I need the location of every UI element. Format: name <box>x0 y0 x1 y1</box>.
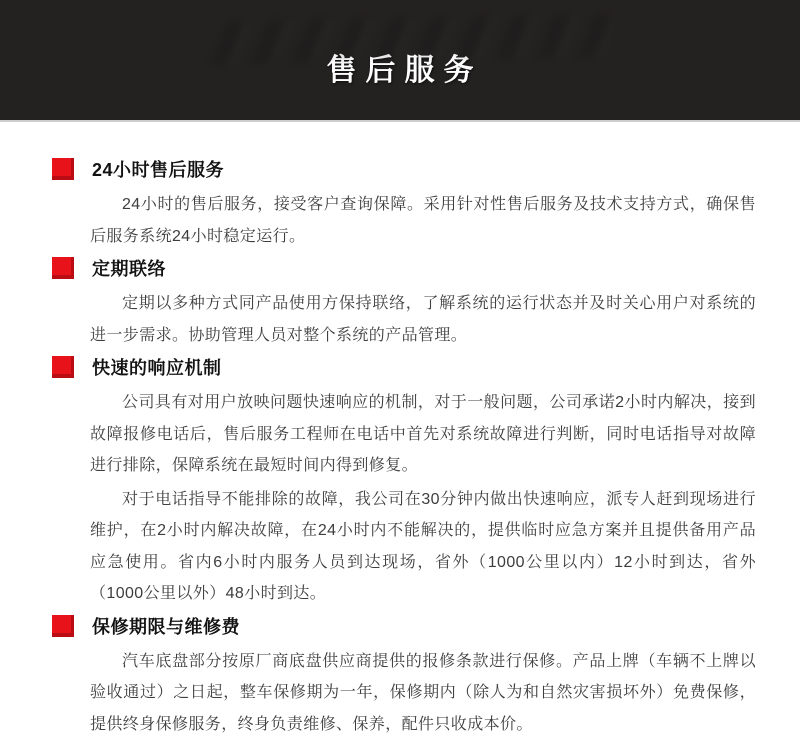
section-title: 保修期限与维修费 <box>92 616 240 637</box>
red-square-bullet-icon <box>52 356 74 378</box>
section-title: 定期联络 <box>92 259 166 279</box>
red-square-bullet-icon <box>52 158 74 180</box>
page-title: 售后服务 <box>326 54 483 87</box>
red-square-bullet-icon <box>52 615 74 637</box>
section-title: 快速的响应机制 <box>92 358 222 378</box>
section-heading-row <box>52 255 756 281</box>
section-title: 24小时售后服务 <box>92 160 225 180</box>
section-paragraph: 定期以多种方式同产品使用方保持联络，了解系统的运行状态并及时关心用户对系统的进一步需求。协助管理人员对整个系统的产品管理。 <box>90 295 756 344</box>
section-paragraph: 公司具有对用户放映问题快速响应的机制，对于一般问题，公司承诺2小时内解决，接到故障报修电话后，售后服务工程师在电话中首先对系统故障进行判断，同时电话指导对故障进行排除，保障系统在最短时间内得到修复。 <box>90 394 756 474</box>
section-heading-row <box>52 354 756 380</box>
section-24h-service <box>52 156 756 252</box>
section-paragraph: 对于电话指导不能排除的故障，我公司在30分钟内做出快速响应，派专人赶到现场进行维护，在2小时内解决故障，在24小时内不能解决的，提供临时应急方案并且提供备用产品应急使用。省内6小时内服务人员到达现场，省外（1000公里以内）12小时到达，省外（1000公里以外）48小时到达。 <box>90 490 756 602</box>
section-paragraph: 汽车底盘部分按原厂商底盘供应商提供的报修条款进行保修。产品上牌（车辆不上牌以验收通过）之日起，整车保修期为一年，保修期内（除人为和自然灾害损坏外）免费保修，提供终身保修服务，终身负责维修、保养，配件只收成本价。 <box>90 652 756 733</box>
section-fast-response <box>52 354 756 610</box>
section-paragraph: 24小时的售后服务，接受客户查询保障。采用针对性售后服务及技术支持方式，确保售后服务系统24小时稳定运行。 <box>90 196 756 245</box>
red-square-bullet-icon <box>52 257 74 279</box>
page-header <box>0 0 800 122</box>
section-regular-contact <box>52 255 756 351</box>
section-warranty <box>52 613 756 741</box>
section-heading-row <box>52 613 756 639</box>
section-heading-row <box>52 156 756 182</box>
content <box>0 122 800 740</box>
